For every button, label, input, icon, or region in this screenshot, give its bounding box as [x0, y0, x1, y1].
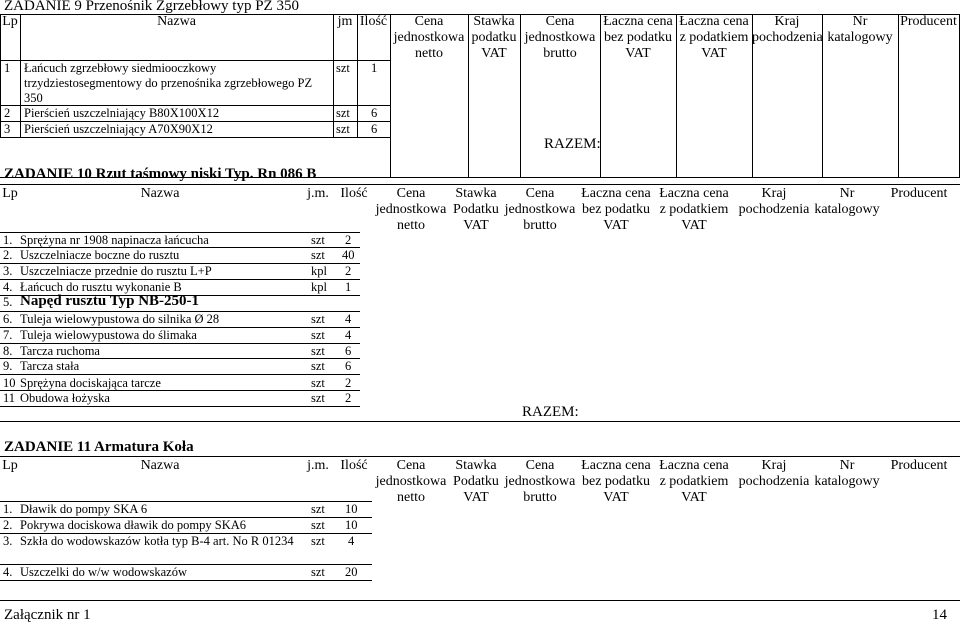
table-row-name: Pierścień uszczelniający A70X90X12 — [24, 122, 213, 136]
table-row-lp: 1 — [4, 61, 11, 75]
col-lp-header: Lp — [2, 458, 18, 473]
table-row-name: Sprężyna nr 1908 napinacza łańcucha — [20, 233, 209, 247]
col-total-gross-header: Łaczna cena z podatkiem VAT — [679, 14, 749, 61]
section-9-title: ZADANIE 9 Przenośnik Zgrzebłowy typ PZ 350 — [4, 0, 299, 14]
table-row-lp: 7. — [3, 328, 13, 342]
table-row-qty: 2 — [345, 376, 352, 390]
table-row-name: Sprężyna dociskająca tarcze — [20, 376, 161, 390]
col-unit-header: j.m. — [307, 458, 329, 473]
col-country-header: Kraj pochodzenia — [738, 458, 810, 489]
table-row-unit: szt — [336, 122, 350, 136]
col-name-header: Nazwa — [140, 186, 180, 201]
table-row-lp: 4. — [3, 280, 13, 294]
col-total-net-header: Łaczna cena bez podatku VAT — [581, 186, 651, 233]
table-row-unit: szt — [311, 565, 325, 579]
col-producer-header: Producent — [890, 458, 948, 473]
table-row-unit: szt — [311, 248, 325, 262]
col-net-price-header: Cena jednostkowa netto — [375, 186, 447, 233]
table-row-name: Łańcuch zgrzebłowy siedmiooczkowy trzydziestosegmentowy do przenośnika zgrzebłowego PZ 350 — [24, 61, 313, 105]
table-row-name: Pierścień uszczelniający B80X100X12 — [24, 106, 220, 120]
col-total-net-header: Łaczna cena bez podatku VAT — [581, 458, 651, 505]
table-row-qty: 1 — [345, 280, 352, 294]
table-row-lp: 9. — [3, 359, 13, 373]
table-row-name: Napęd rusztu Typ NB-250-1 — [20, 293, 200, 309]
razem-label: RAZEM: — [544, 136, 601, 152]
col-producer-header: Producent — [900, 14, 957, 29]
col-name-header: Nazwa — [157, 14, 196, 29]
col-total-gross-header: Łaczna cena z podatkiem VAT — [659, 186, 729, 233]
footer-label: Załącznik nr 1 — [4, 607, 91, 623]
table-row-name: Uszczelki do w/w wodowskazów — [20, 565, 187, 579]
table-row-qty: 2 — [345, 391, 352, 405]
col-vat-rate-header: Stawka podatku VAT — [471, 14, 517, 61]
table-row-unit: szt — [311, 359, 325, 373]
table-row-qty: 1 — [371, 61, 378, 75]
table-row-lp: 3. — [3, 264, 13, 278]
table-row-name: Pokrywa dociskowa dławik do pompy SKA6 — [20, 518, 247, 532]
col-unit-header: j.m. — [307, 186, 329, 201]
col-gross-price-header: Cena jednostkowa brutto — [504, 186, 576, 233]
col-gross-price-header: Cena jednostkowa brutto — [524, 14, 596, 61]
table-row-unit: szt — [311, 376, 325, 390]
col-lp-header: Lp — [2, 186, 18, 201]
table-row-lp: 4. — [3, 565, 13, 579]
table-row-lp: 8. — [3, 344, 13, 358]
table-row-unit: szt — [311, 328, 325, 342]
col-net-price-header: Cena jednostkowa netto — [375, 458, 447, 505]
section-11-title: ZADANIE 11 Armatura Koła — [4, 439, 194, 455]
col-unit-header: jm — [337, 14, 353, 29]
table-row-qty: 4 — [345, 328, 352, 342]
section-10-title: ZADANIE 10 Rzut taśmowy niski Typ. Rn 086 B — [4, 166, 317, 182]
col-country-header: Kraj pochodzenia — [738, 186, 810, 217]
table-row-name: Tuleja wielowypustowa do ślimaka — [20, 328, 197, 342]
col-qty-header: Ilość — [359, 14, 388, 29]
table-row-qty: 20 — [345, 565, 358, 579]
col-total-net-header: Łaczna cena bez podatku VAT — [603, 14, 673, 61]
table-row-qty: 40 — [342, 248, 355, 262]
col-name-header: Nazwa — [140, 458, 180, 473]
table-row-qty: 2 — [345, 233, 352, 247]
table-row-qty: 4 — [345, 312, 352, 326]
table-row-lp: 10 — [3, 376, 16, 390]
table-row-name: Uszczelniacze boczne do rusztu — [20, 248, 180, 262]
table-row-unit: szt — [311, 233, 325, 247]
table-row-qty: 6 — [345, 344, 352, 358]
col-vat-rate-header: Stawka Podatku VAT — [453, 458, 499, 505]
table-row-lp: 6. — [3, 312, 13, 326]
table-row-unit: szt — [311, 344, 325, 358]
table-row-lp: 2. — [3, 248, 13, 262]
table-row-lp: 5. — [3, 295, 13, 309]
table-row-name: Łańcuch do rusztu wykonanie B — [20, 280, 182, 294]
table-row-name: Tuleja wielowypustowa do silnika Ø 28 — [20, 312, 220, 326]
table-row-qty: 10 — [345, 502, 358, 516]
table-row-lp: 1. — [3, 233, 13, 247]
table-row-unit: szt — [311, 534, 325, 548]
razem-label: RAZEM: — [522, 404, 579, 420]
table-row-qty: 10 — [345, 518, 358, 532]
table-row-unit: szt — [336, 61, 350, 75]
table-row-name: Dławik do pompy SKA 6 — [20, 502, 148, 516]
col-catalog-header: Nr katalogowy — [827, 14, 893, 45]
table-row-lp: 11 — [3, 391, 16, 405]
col-producer-header: Producent — [890, 186, 948, 201]
col-qty-header: Ilość — [340, 186, 368, 201]
table-row-unit: szt — [311, 312, 325, 326]
table-row-name: Szkła do wodowskazów kotła typ B-4 art. No R 01234 — [20, 534, 294, 548]
table-row-lp: 3 — [4, 122, 11, 136]
table-row-unit: szt — [336, 106, 350, 120]
table-row-qty: 4 — [348, 534, 355, 548]
table-row-qty: 6 — [371, 106, 378, 120]
table-row-qty: 2 — [345, 264, 352, 278]
table-row-unit: szt — [311, 502, 325, 516]
col-country-header: Kraj pochodzenia — [752, 14, 823, 45]
table-row-lp: 2 — [4, 106, 11, 120]
col-qty-header: Ilość — [340, 458, 368, 473]
table-row-lp: 2. — [3, 518, 13, 532]
col-net-price-header: Cena jednostkowa netto — [393, 14, 465, 61]
table-row-name: Obudowa łożyska — [20, 391, 110, 405]
table-row-qty: 6 — [345, 359, 352, 373]
table-row-unit: kpl — [311, 280, 327, 294]
table-row-unit: szt — [311, 518, 325, 532]
col-vat-rate-header: Stawka Podatku VAT — [453, 186, 499, 233]
table-row-lp: 1. — [3, 502, 13, 516]
table-row-unit: szt — [311, 391, 325, 405]
page-number: 14 — [932, 607, 947, 623]
col-gross-price-header: Cena jednostkowa brutto — [504, 458, 576, 505]
table-row-name: Tarcza ruchoma — [20, 344, 100, 358]
table-row-lp: 3. — [3, 534, 13, 548]
col-catalog-header: Nr katalogowy — [814, 458, 880, 489]
col-lp-header: Lp — [2, 14, 18, 29]
table-row-qty: 6 — [371, 122, 378, 136]
col-catalog-header: Nr katalogowy — [814, 186, 880, 217]
table-row-name: Uszczelniacze przednie do rusztu L+P — [20, 264, 212, 278]
table-row-name: Tarcza stała — [20, 359, 80, 373]
table-row-unit: kpl — [311, 264, 327, 278]
col-total-gross-header: Łaczna cena z podatkiem VAT — [659, 458, 729, 505]
